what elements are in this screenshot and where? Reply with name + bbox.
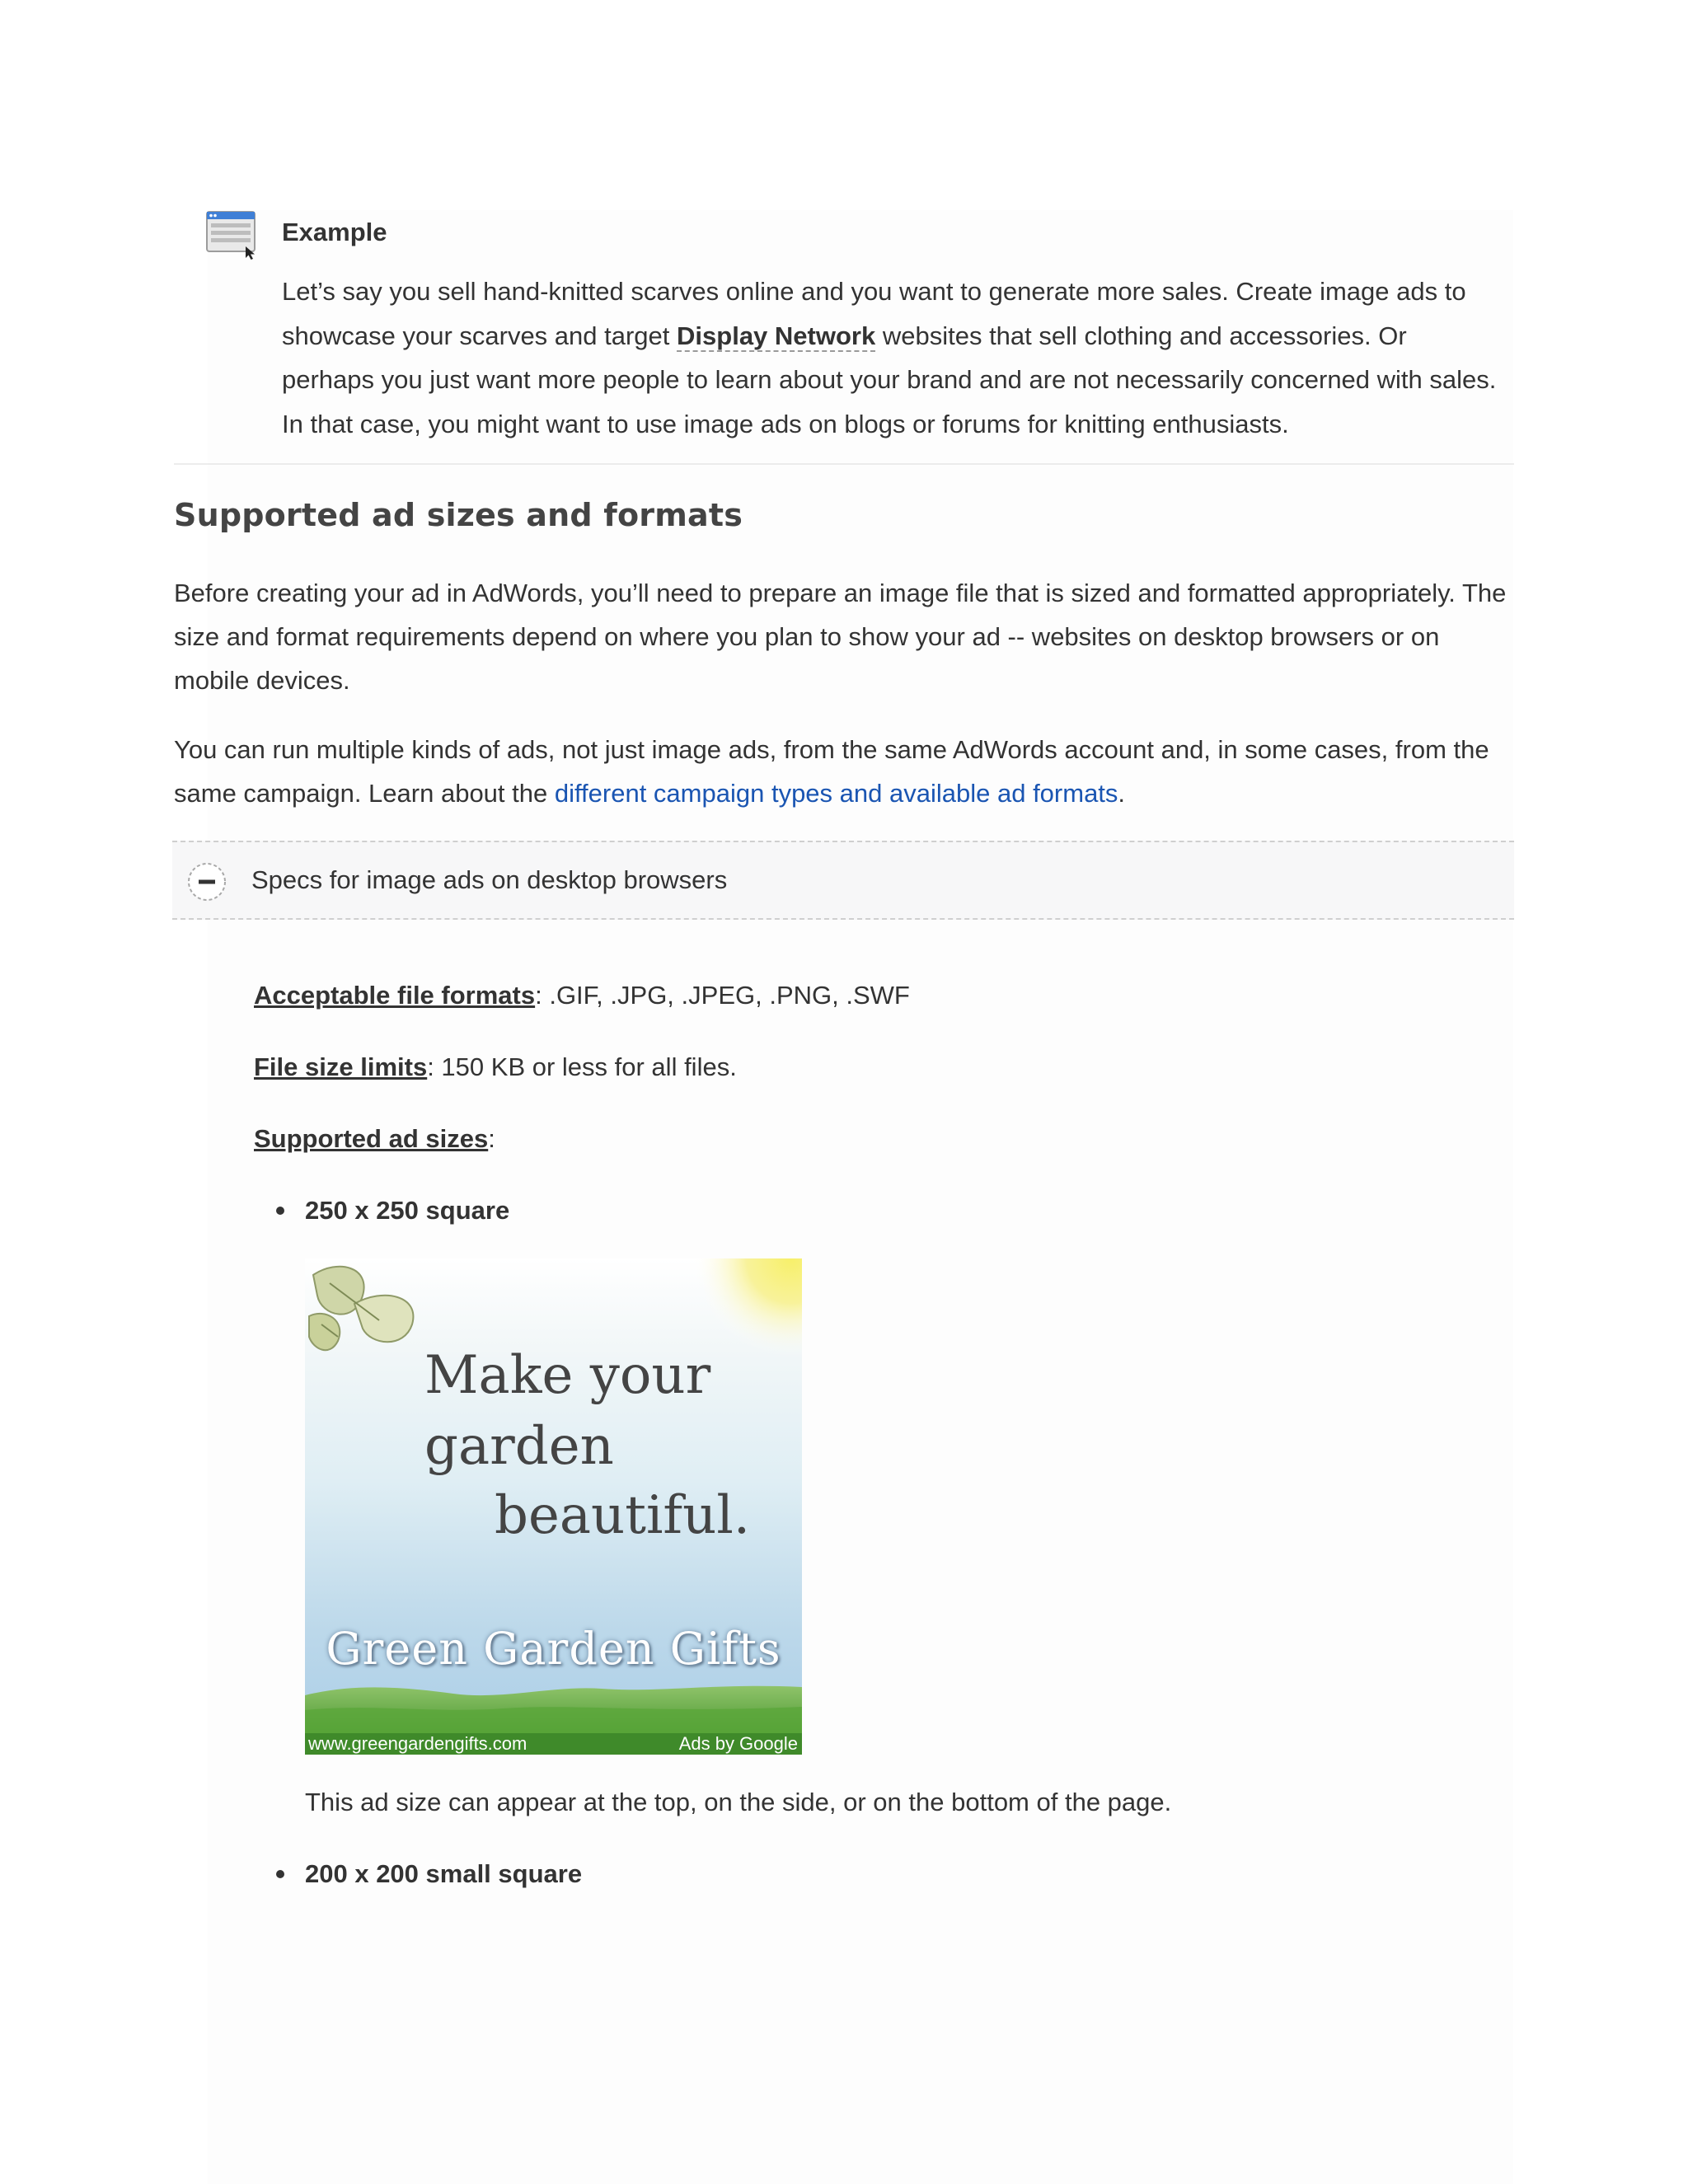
file-size-label: File size limits <box>254 1052 428 1081</box>
campaign-types-paragraph <box>174 728 1509 815</box>
file-formats-value: : .GIF, .JPG, .JPEG, .PNG, .SWF <box>535 981 910 1010</box>
ad-sizes-spec <box>254 1124 495 1154</box>
example-title: Example <box>282 218 387 246</box>
campaign-types-link[interactable]: different campaign types and available ad formats <box>554 779 1118 808</box>
display-network-term[interactable]: Display Network <box>677 321 876 350</box>
ad-url: www.greengardengifts.com <box>308 1733 528 1754</box>
paragraph-text: You can run multiple kinds of ads, not just image ads, from the same AdWords account and, in some cases, from the same campaign. Learn about the <box>174 735 1489 808</box>
desktop-specs-expander[interactable] <box>172 841 1514 920</box>
bullet-dot <box>276 1870 284 1878</box>
example-text-end: websites that sell clothing and accessories. Or perhaps you just want more people to learn about your brand and are not necessarily concerned with sales. In that case, you might want to use image ads on blogs or forums for knitting enthusiasts. <box>282 321 1497 438</box>
expander-label[interactable]: Specs for image ads on desktop browsers <box>251 865 728 894</box>
ad-headline-line2: garden <box>424 1416 614 1477</box>
example-body <box>282 269 1502 446</box>
size-note: This ad size can appear at the top, on the side, or on the bottom of the page. <box>305 1788 1172 1816</box>
file-size-spec <box>254 1052 737 1082</box>
ad-footer <box>305 1733 802 1755</box>
file-size-value: : 150 KB or less for all files. <box>427 1052 737 1081</box>
file-formats-spec <box>254 981 910 1010</box>
divider <box>174 463 1514 465</box>
ad-headline-line3: beautiful. <box>495 1485 751 1546</box>
example-text-start: Let’s say you sell hand-knitted scarves online and you want to generate more sales. Create image ads to showcase your scarves and target <box>282 277 1466 350</box>
ad-sizes-label: Supported ad sizes <box>254 1124 489 1153</box>
collapse-minus-icon[interactable] <box>187 862 227 902</box>
sample-ad-image <box>305 1258 802 1755</box>
ad-brand-name: Green Garden Gifts <box>326 1623 781 1675</box>
section-heading: Supported ad sizes and formats <box>174 497 743 533</box>
ad-headline-line1: Make your <box>424 1345 711 1406</box>
file-formats-label: Acceptable file formats <box>254 981 536 1010</box>
intro-paragraph: Before creating your ad in AdWords, you’ll need to prepare an image file that is sized and formatted appropriately. The size and format requirements depend on where you plan to show your ad -- websites on desktop browsers or on mobile devices. <box>174 579 1507 695</box>
bullet-dot <box>276 1207 284 1215</box>
size-title: 200 x 200 small square <box>305 1859 583 1888</box>
ad-attribution: Ads by Google <box>678 1733 798 1754</box>
ad-sizes-colon: : <box>488 1124 495 1153</box>
browser-window-icon <box>206 210 260 260</box>
paragraph-end: . <box>1118 779 1126 808</box>
size-title: 250 x 250 square <box>305 1196 510 1225</box>
leaf-icon <box>309 1267 413 1350</box>
